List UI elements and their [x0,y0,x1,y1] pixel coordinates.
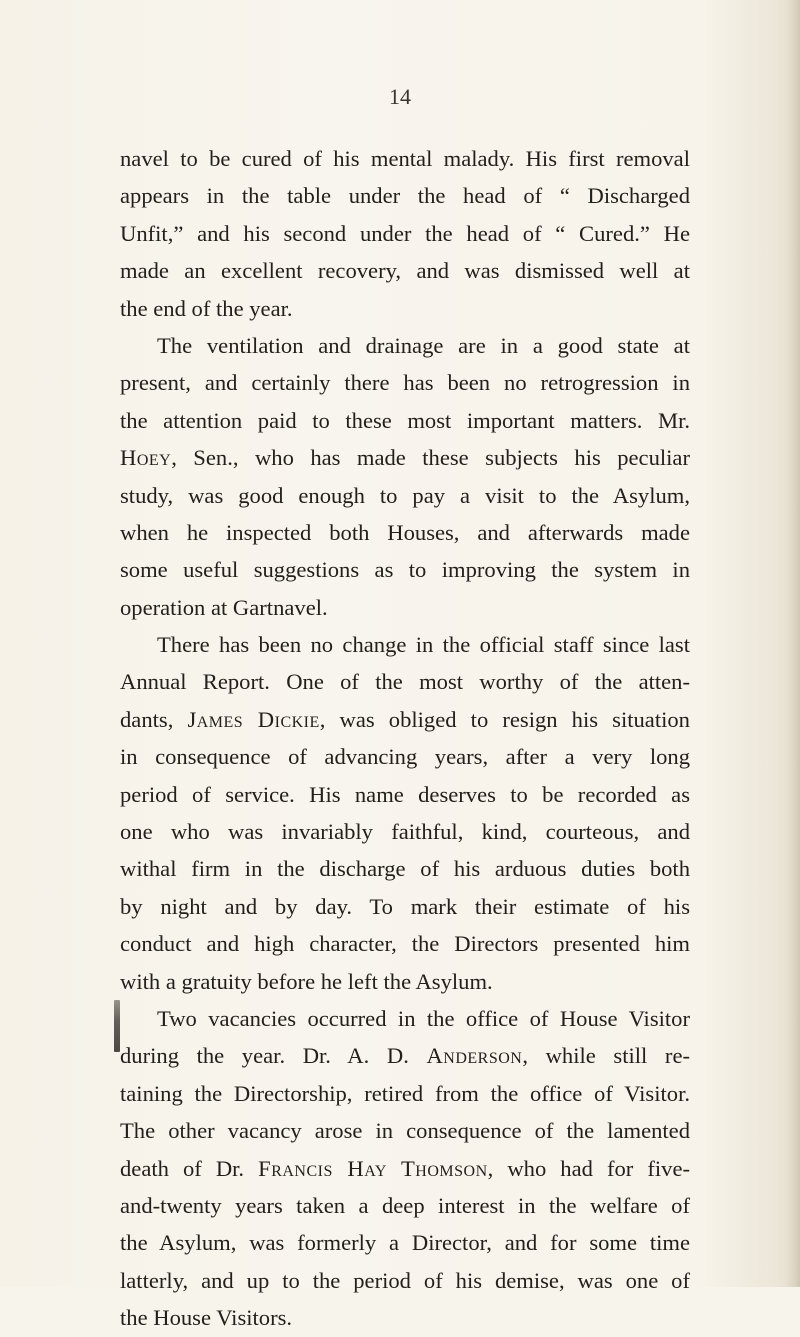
text-line: death of Dr. Francis Hay Thomson, who had for five- [120,1155,690,1181]
paragraph-start-line: There has been no change in the official staff since last [157,632,690,658]
text-line: present, and certainly there has been no retrogression in [120,370,690,396]
text-line: period of service. His name deserves to be recorded as [120,781,690,807]
text-line: with a gratuity before he left the Asylum. [120,968,493,994]
paragraph-start-line: Two vacancies occurred in the office of House Visitor [157,1005,690,1031]
text-line: taining the Directorship, retired from the office of Visitor. [120,1080,690,1106]
text-line: Annual Report. One of the most worthy of the atten- [120,669,690,695]
text-line: in consequence of advancing years, after a very long [120,744,690,770]
text-line: Hoey, Sen., who has made these subjects his peculiar [120,445,690,471]
text-line: operation at Gartnavel. [120,594,328,620]
ink-blot-mark [114,1000,120,1052]
text-line: study, was good enough to pay a visit to the Asylum, [120,482,690,508]
text-line: Unfit,” and his second under the head of “ Cured.” He [120,220,690,246]
text-line: the House Visitors. [120,1305,293,1331]
text-line: the Asylum, was formerly a Director, and for some time [120,1230,690,1256]
text-line: by night and by day. To mark their estimate of his [120,893,690,919]
text-line: The other vacancy arose in consequence of the lamented [120,1118,690,1144]
text-line: latterly, and up to the period of his demise, was one of [120,1267,690,1293]
name-small-caps: Anderson [426,1043,523,1069]
text-line: some useful suggestions as to improving the system in [120,557,690,583]
text-line: the attention paid to these most important matters. Mr. [120,407,690,433]
page-edge-shadow [786,0,800,1287]
text-line: one who was invariably faithful, kind, courteous, and [120,819,690,845]
text-line: conduct and high character, the Directors presented him [120,931,690,957]
text-line: the end of the year. [120,295,293,321]
text-line: appears in the table under the head of “ Discharged [120,183,690,209]
text-line: made an excellent recovery, and was dismissed well at [120,258,690,284]
text-line: when he inspected both Houses, and afterwards made [120,519,690,545]
paragraph-start-line: The ventilation and drainage are in a good state at [157,332,690,358]
body-text [120,140,690,1337]
page-number: 14 [389,84,411,109]
text-line: navel to be cured of his mental malady. His first removal [120,146,690,171]
name-small-caps: James Dickie [187,706,320,732]
text-line: during the year. Dr. A. D. Anderson, while still re- [120,1043,690,1069]
name-small-caps: Hoey [120,445,172,471]
text-line: and-twenty years taken a deep interest in the welfare of [120,1192,690,1218]
text-line: withal firm in the discharge of his arduous duties both [120,856,690,882]
text-line: dants, James Dickie, was obliged to resign his situation [120,706,690,732]
name-small-caps: Francis Hay Thomson [258,1155,488,1181]
